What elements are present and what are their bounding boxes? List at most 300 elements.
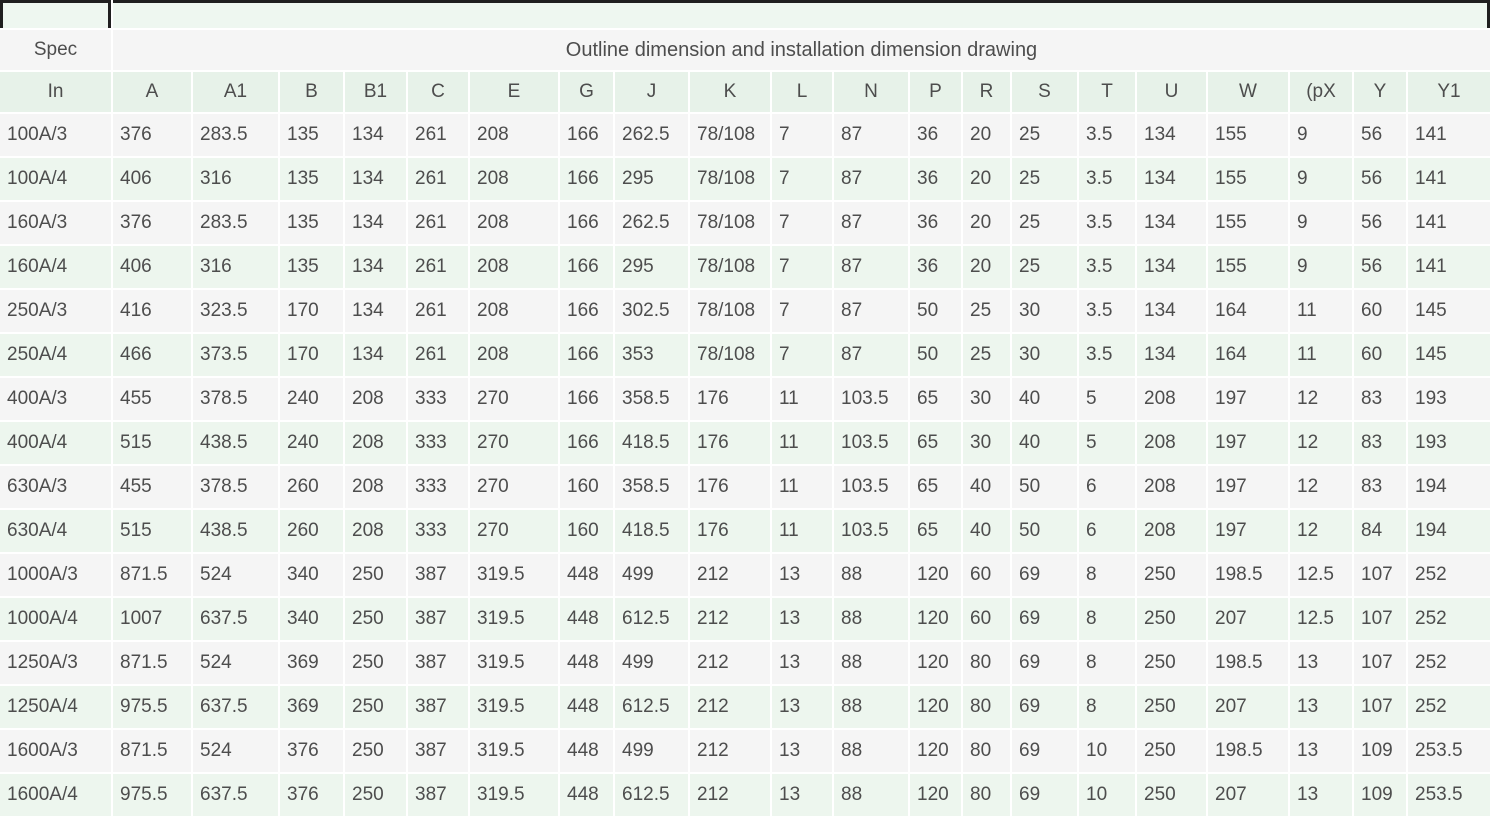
cell: 250 [345, 686, 406, 728]
row-header-cell: 1250A/3 [0, 642, 111, 684]
cell: 448 [560, 774, 613, 816]
cell: 3.5 [1079, 158, 1135, 200]
cell: 283.5 [193, 114, 278, 156]
cell: 36 [910, 246, 961, 288]
cell: 295 [615, 158, 688, 200]
cell: 250 [345, 642, 406, 684]
cell: 515 [113, 510, 191, 552]
cell: 65 [910, 422, 961, 464]
cell: 871.5 [113, 730, 191, 772]
cell: 20 [963, 158, 1010, 200]
cell: 69 [1012, 642, 1077, 684]
cell: 9 [1290, 202, 1352, 244]
cell: 155 [1208, 114, 1288, 156]
table-row [0, 598, 1490, 640]
cell: 141 [1408, 202, 1490, 244]
cell: 208 [470, 334, 558, 376]
cell: 145 [1408, 290, 1490, 332]
column-header: S [1012, 72, 1077, 112]
cell: 369 [280, 686, 343, 728]
cell: 80 [963, 686, 1010, 728]
cell: 135 [280, 114, 343, 156]
cell: 176 [690, 466, 770, 508]
cell: 134 [1137, 290, 1206, 332]
cell: 376 [280, 774, 343, 816]
cell: 250 [1137, 774, 1206, 816]
cell: 7 [772, 202, 832, 244]
cell: 333 [408, 422, 468, 464]
cell: 9 [1290, 158, 1352, 200]
cell: 212 [690, 686, 770, 728]
cell: 197 [1208, 422, 1288, 464]
cell: 87 [834, 114, 908, 156]
cell: 262.5 [615, 114, 688, 156]
border-notch [1056, 0, 1061, 3]
cell: 499 [615, 554, 688, 596]
table-row [0, 378, 1490, 420]
cell: 369 [280, 642, 343, 684]
cell: 252 [1408, 686, 1490, 728]
column-header: Y1 [1408, 72, 1490, 112]
cell: 36 [910, 158, 961, 200]
cell: 11 [772, 378, 832, 420]
cell: 270 [470, 466, 558, 508]
cell: 60 [963, 554, 1010, 596]
row-header-cell: 1000A/3 [0, 554, 111, 596]
cell: 319.5 [470, 774, 558, 816]
row-header-cell: 400A/3 [0, 378, 111, 420]
cell: 141 [1408, 246, 1490, 288]
cell: 207 [1208, 686, 1288, 728]
cell: 11 [1290, 290, 1352, 332]
cell: 9 [1290, 114, 1352, 156]
cell: 8 [1079, 686, 1135, 728]
cell: 78/108 [690, 114, 770, 156]
cell: 12 [1290, 510, 1352, 552]
cell: 36 [910, 202, 961, 244]
cell: 240 [280, 378, 343, 420]
cell: 84 [1354, 510, 1406, 552]
cell: 387 [408, 598, 468, 640]
cell: 36 [910, 114, 961, 156]
cell: 198.5 [1208, 642, 1288, 684]
cell: 524 [193, 554, 278, 596]
cell: 145 [1408, 334, 1490, 376]
cell: 103.5 [834, 378, 908, 420]
cell: 69 [1012, 554, 1077, 596]
cell: 333 [408, 466, 468, 508]
cell: 13 [1290, 642, 1352, 684]
cell: 261 [408, 246, 468, 288]
cell: 166 [560, 246, 613, 288]
cell: 197 [1208, 378, 1288, 420]
cell: 25 [963, 290, 1010, 332]
cell: 10 [1079, 774, 1135, 816]
cell: 3.5 [1079, 246, 1135, 288]
cell: 340 [280, 554, 343, 596]
cell: 60 [963, 598, 1010, 640]
cell: 208 [470, 290, 558, 332]
cell: 80 [963, 642, 1010, 684]
cell: 193 [1408, 422, 1490, 464]
cell: 378.5 [193, 466, 278, 508]
cell: 319.5 [470, 598, 558, 640]
cell: 13 [772, 774, 832, 816]
column-header: C [408, 72, 468, 112]
cell: 176 [690, 510, 770, 552]
cell: 107 [1354, 598, 1406, 640]
cell: 975.5 [113, 774, 191, 816]
cell: 25 [1012, 202, 1077, 244]
cell: 6 [1079, 510, 1135, 552]
cell: 1007 [113, 598, 191, 640]
cell: 197 [1208, 466, 1288, 508]
table-row [0, 422, 1490, 464]
cropped-drawing-row [0, 0, 1490, 28]
cell: 176 [690, 422, 770, 464]
cell: 208 [1137, 466, 1206, 508]
cell: 134 [345, 114, 406, 156]
cell: 56 [1354, 246, 1406, 288]
table-row [0, 686, 1490, 728]
cell: 13 [1290, 686, 1352, 728]
cell: 78/108 [690, 334, 770, 376]
cell: 103.5 [834, 510, 908, 552]
cell: 13 [1290, 730, 1352, 772]
cell: 406 [113, 158, 191, 200]
cell: 418.5 [615, 422, 688, 464]
cell: 252 [1408, 642, 1490, 684]
cell: 975.5 [113, 686, 191, 728]
cell: 515 [113, 422, 191, 464]
cell: 134 [1137, 158, 1206, 200]
cell: 240 [280, 422, 343, 464]
cell: 250 [1137, 642, 1206, 684]
cell: 316 [193, 246, 278, 288]
cell: 333 [408, 510, 468, 552]
column-header: A1 [193, 72, 278, 112]
cell: 261 [408, 114, 468, 156]
cell: 13 [772, 686, 832, 728]
cell: 197 [1208, 510, 1288, 552]
cell: 11 [1290, 334, 1352, 376]
cell: 103.5 [834, 422, 908, 464]
table-row [0, 334, 1490, 376]
row-header-cell: 1600A/4 [0, 774, 111, 816]
border-notch [942, 0, 947, 3]
cell: 170 [280, 334, 343, 376]
cell: 78/108 [690, 246, 770, 288]
column-header: T [1079, 72, 1135, 112]
cell: 30 [1012, 290, 1077, 332]
cell: 11 [772, 466, 832, 508]
cell: 261 [408, 290, 468, 332]
cell: 120 [910, 686, 961, 728]
cell: 7 [772, 246, 832, 288]
cell: 83 [1354, 466, 1406, 508]
cell: 155 [1208, 202, 1288, 244]
cell: 262.5 [615, 202, 688, 244]
cell: 87 [834, 334, 908, 376]
cell: 25 [1012, 114, 1077, 156]
column-header: U [1137, 72, 1206, 112]
cell: 193 [1408, 378, 1490, 420]
cell: 88 [834, 554, 908, 596]
cell: 65 [910, 378, 961, 420]
cell: 438.5 [193, 422, 278, 464]
cell: 134 [1137, 246, 1206, 288]
cell: 107 [1354, 686, 1406, 728]
cell: 12 [1290, 422, 1352, 464]
cell: 134 [1137, 202, 1206, 244]
cell: 120 [910, 774, 961, 816]
table-row [0, 246, 1490, 288]
cell: 250 [345, 554, 406, 596]
cell: 283.5 [193, 202, 278, 244]
cell: 194 [1408, 510, 1490, 552]
cell: 69 [1012, 686, 1077, 728]
cell: 25 [963, 334, 1010, 376]
cell: 83 [1354, 378, 1406, 420]
table-row [0, 290, 1490, 332]
cell: 107 [1354, 642, 1406, 684]
row-header-cell: 630A/4 [0, 510, 111, 552]
cell: 438.5 [193, 510, 278, 552]
cell: 7 [772, 114, 832, 156]
cell: 65 [910, 466, 961, 508]
cell: 155 [1208, 246, 1288, 288]
cell: 65 [910, 510, 961, 552]
cell: 295 [615, 246, 688, 288]
cell: 50 [1012, 466, 1077, 508]
cell: 12 [1290, 466, 1352, 508]
cell: 107 [1354, 554, 1406, 596]
cell: 164 [1208, 290, 1288, 332]
cell: 69 [1012, 730, 1077, 772]
cell: 13 [772, 730, 832, 772]
cell: 5 [1079, 422, 1135, 464]
cell: 50 [1012, 510, 1077, 552]
cell: 87 [834, 158, 908, 200]
cell: 166 [560, 378, 613, 420]
cell: 120 [910, 730, 961, 772]
cell: 170 [280, 290, 343, 332]
column-header: P [910, 72, 961, 112]
cell: 134 [345, 158, 406, 200]
cell: 208 [345, 510, 406, 552]
cell: 612.5 [615, 774, 688, 816]
cell: 20 [963, 202, 1010, 244]
cell: 56 [1354, 158, 1406, 200]
cell: 376 [280, 730, 343, 772]
cell: 176 [690, 378, 770, 420]
cell: 13 [772, 598, 832, 640]
cell: 871.5 [113, 554, 191, 596]
cell: 135 [280, 202, 343, 244]
row-header-cell: 250A/3 [0, 290, 111, 332]
cell: 250 [345, 774, 406, 816]
cell: 40 [963, 466, 1010, 508]
cell: 141 [1408, 114, 1490, 156]
cell: 8 [1079, 554, 1135, 596]
column-header: In [0, 72, 111, 112]
cell: 8 [1079, 642, 1135, 684]
cell: 260 [280, 466, 343, 508]
cell: 40 [963, 510, 1010, 552]
cell: 166 [560, 114, 613, 156]
cell: 134 [1137, 334, 1206, 376]
cell: 88 [834, 730, 908, 772]
cell: 448 [560, 686, 613, 728]
cell: 11 [772, 510, 832, 552]
cell: 212 [690, 554, 770, 596]
border-notch [547, 0, 552, 3]
cell: 160 [560, 510, 613, 552]
cell: 448 [560, 730, 613, 772]
cell: 166 [560, 422, 613, 464]
cell: 387 [408, 554, 468, 596]
cell: 120 [910, 554, 961, 596]
cell: 466 [113, 334, 191, 376]
cell: 612.5 [615, 686, 688, 728]
table-title: Outline dimension and installation dimension drawing [113, 30, 1490, 70]
row-header-cell: 100A/3 [0, 114, 111, 156]
cell: 166 [560, 158, 613, 200]
column-header: B [280, 72, 343, 112]
row-header-cell: 400A/4 [0, 422, 111, 464]
column-header: (pX [1290, 72, 1352, 112]
title-row [0, 30, 1490, 70]
cell: 134 [345, 334, 406, 376]
cell: 250 [1137, 598, 1206, 640]
cell: 109 [1354, 730, 1406, 772]
cell: 56 [1354, 202, 1406, 244]
cell: 250 [345, 598, 406, 640]
cell: 253.5 [1408, 730, 1490, 772]
cell: 212 [690, 598, 770, 640]
cell: 208 [470, 202, 558, 244]
cell: 20 [963, 114, 1010, 156]
cell: 50 [910, 290, 961, 332]
cell: 25 [1012, 246, 1077, 288]
cell: 78/108 [690, 290, 770, 332]
cell: 87 [834, 246, 908, 288]
table-row [0, 466, 1490, 508]
cell: 50 [910, 334, 961, 376]
cell: 88 [834, 686, 908, 728]
cell: 612.5 [615, 598, 688, 640]
column-header-row [0, 72, 1490, 112]
cell: 250 [345, 730, 406, 772]
cell: 5 [1079, 378, 1135, 420]
cell: 160 [560, 466, 613, 508]
cell: 87 [834, 290, 908, 332]
table-row [0, 114, 1490, 156]
column-header: W [1208, 72, 1288, 112]
table-row [0, 158, 1490, 200]
cell: 270 [470, 422, 558, 464]
column-header: L [772, 72, 832, 112]
cell: 80 [963, 730, 1010, 772]
column-header: Y [1354, 72, 1406, 112]
cell: 207 [1208, 598, 1288, 640]
cell: 319.5 [470, 642, 558, 684]
cell: 208 [470, 114, 558, 156]
row-header-cell: 1600A/3 [0, 730, 111, 772]
cell: 208 [1137, 510, 1206, 552]
border-notch [400, 0, 405, 3]
cell: 208 [345, 466, 406, 508]
cell: 80 [963, 774, 1010, 816]
cell: 134 [345, 290, 406, 332]
cell: 120 [910, 598, 961, 640]
cell: 448 [560, 598, 613, 640]
cell: 250 [1137, 554, 1206, 596]
cell: 387 [408, 642, 468, 684]
cell: 155 [1208, 158, 1288, 200]
cell: 270 [470, 510, 558, 552]
cell: 524 [193, 730, 278, 772]
row-header-cell: 160A/4 [0, 246, 111, 288]
cell: 134 [345, 202, 406, 244]
cell: 455 [113, 378, 191, 420]
cell: 198.5 [1208, 554, 1288, 596]
column-header: R [963, 72, 1010, 112]
cell: 455 [113, 466, 191, 508]
cell: 164 [1208, 334, 1288, 376]
cell: 212 [690, 774, 770, 816]
column-header: B1 [345, 72, 406, 112]
row-header-cell: 160A/3 [0, 202, 111, 244]
cell: 208 [470, 158, 558, 200]
cell: 40 [1012, 422, 1077, 464]
cell: 3.5 [1079, 114, 1135, 156]
cell: 208 [1137, 378, 1206, 420]
cell: 6 [1079, 466, 1135, 508]
cell: 261 [408, 202, 468, 244]
cell: 7 [772, 158, 832, 200]
cell: 319.5 [470, 730, 558, 772]
cell: 10 [1079, 730, 1135, 772]
cell: 3.5 [1079, 290, 1135, 332]
cell: 88 [834, 642, 908, 684]
cell: 208 [1137, 422, 1206, 464]
cell: 499 [615, 730, 688, 772]
cell: 416 [113, 290, 191, 332]
row-header-cell: 1000A/4 [0, 598, 111, 640]
cell: 60 [1354, 290, 1406, 332]
cell: 166 [560, 202, 613, 244]
cell: 387 [408, 774, 468, 816]
cell: 376 [113, 202, 191, 244]
cell: 13 [772, 642, 832, 684]
column-header: E [470, 72, 558, 112]
column-header: J [615, 72, 688, 112]
cell: 871.5 [113, 642, 191, 684]
cell: 30 [963, 378, 1010, 420]
cell: 88 [834, 598, 908, 640]
cell: 13 [1290, 774, 1352, 816]
cell: 418.5 [615, 510, 688, 552]
border-notch [278, 0, 283, 3]
cell: 166 [560, 334, 613, 376]
cell: 448 [560, 554, 613, 596]
column-header: A [113, 72, 191, 112]
cell: 319.5 [470, 686, 558, 728]
border-notch [666, 0, 671, 3]
cell: 448 [560, 642, 613, 684]
row-header-cell: 250A/4 [0, 334, 111, 376]
